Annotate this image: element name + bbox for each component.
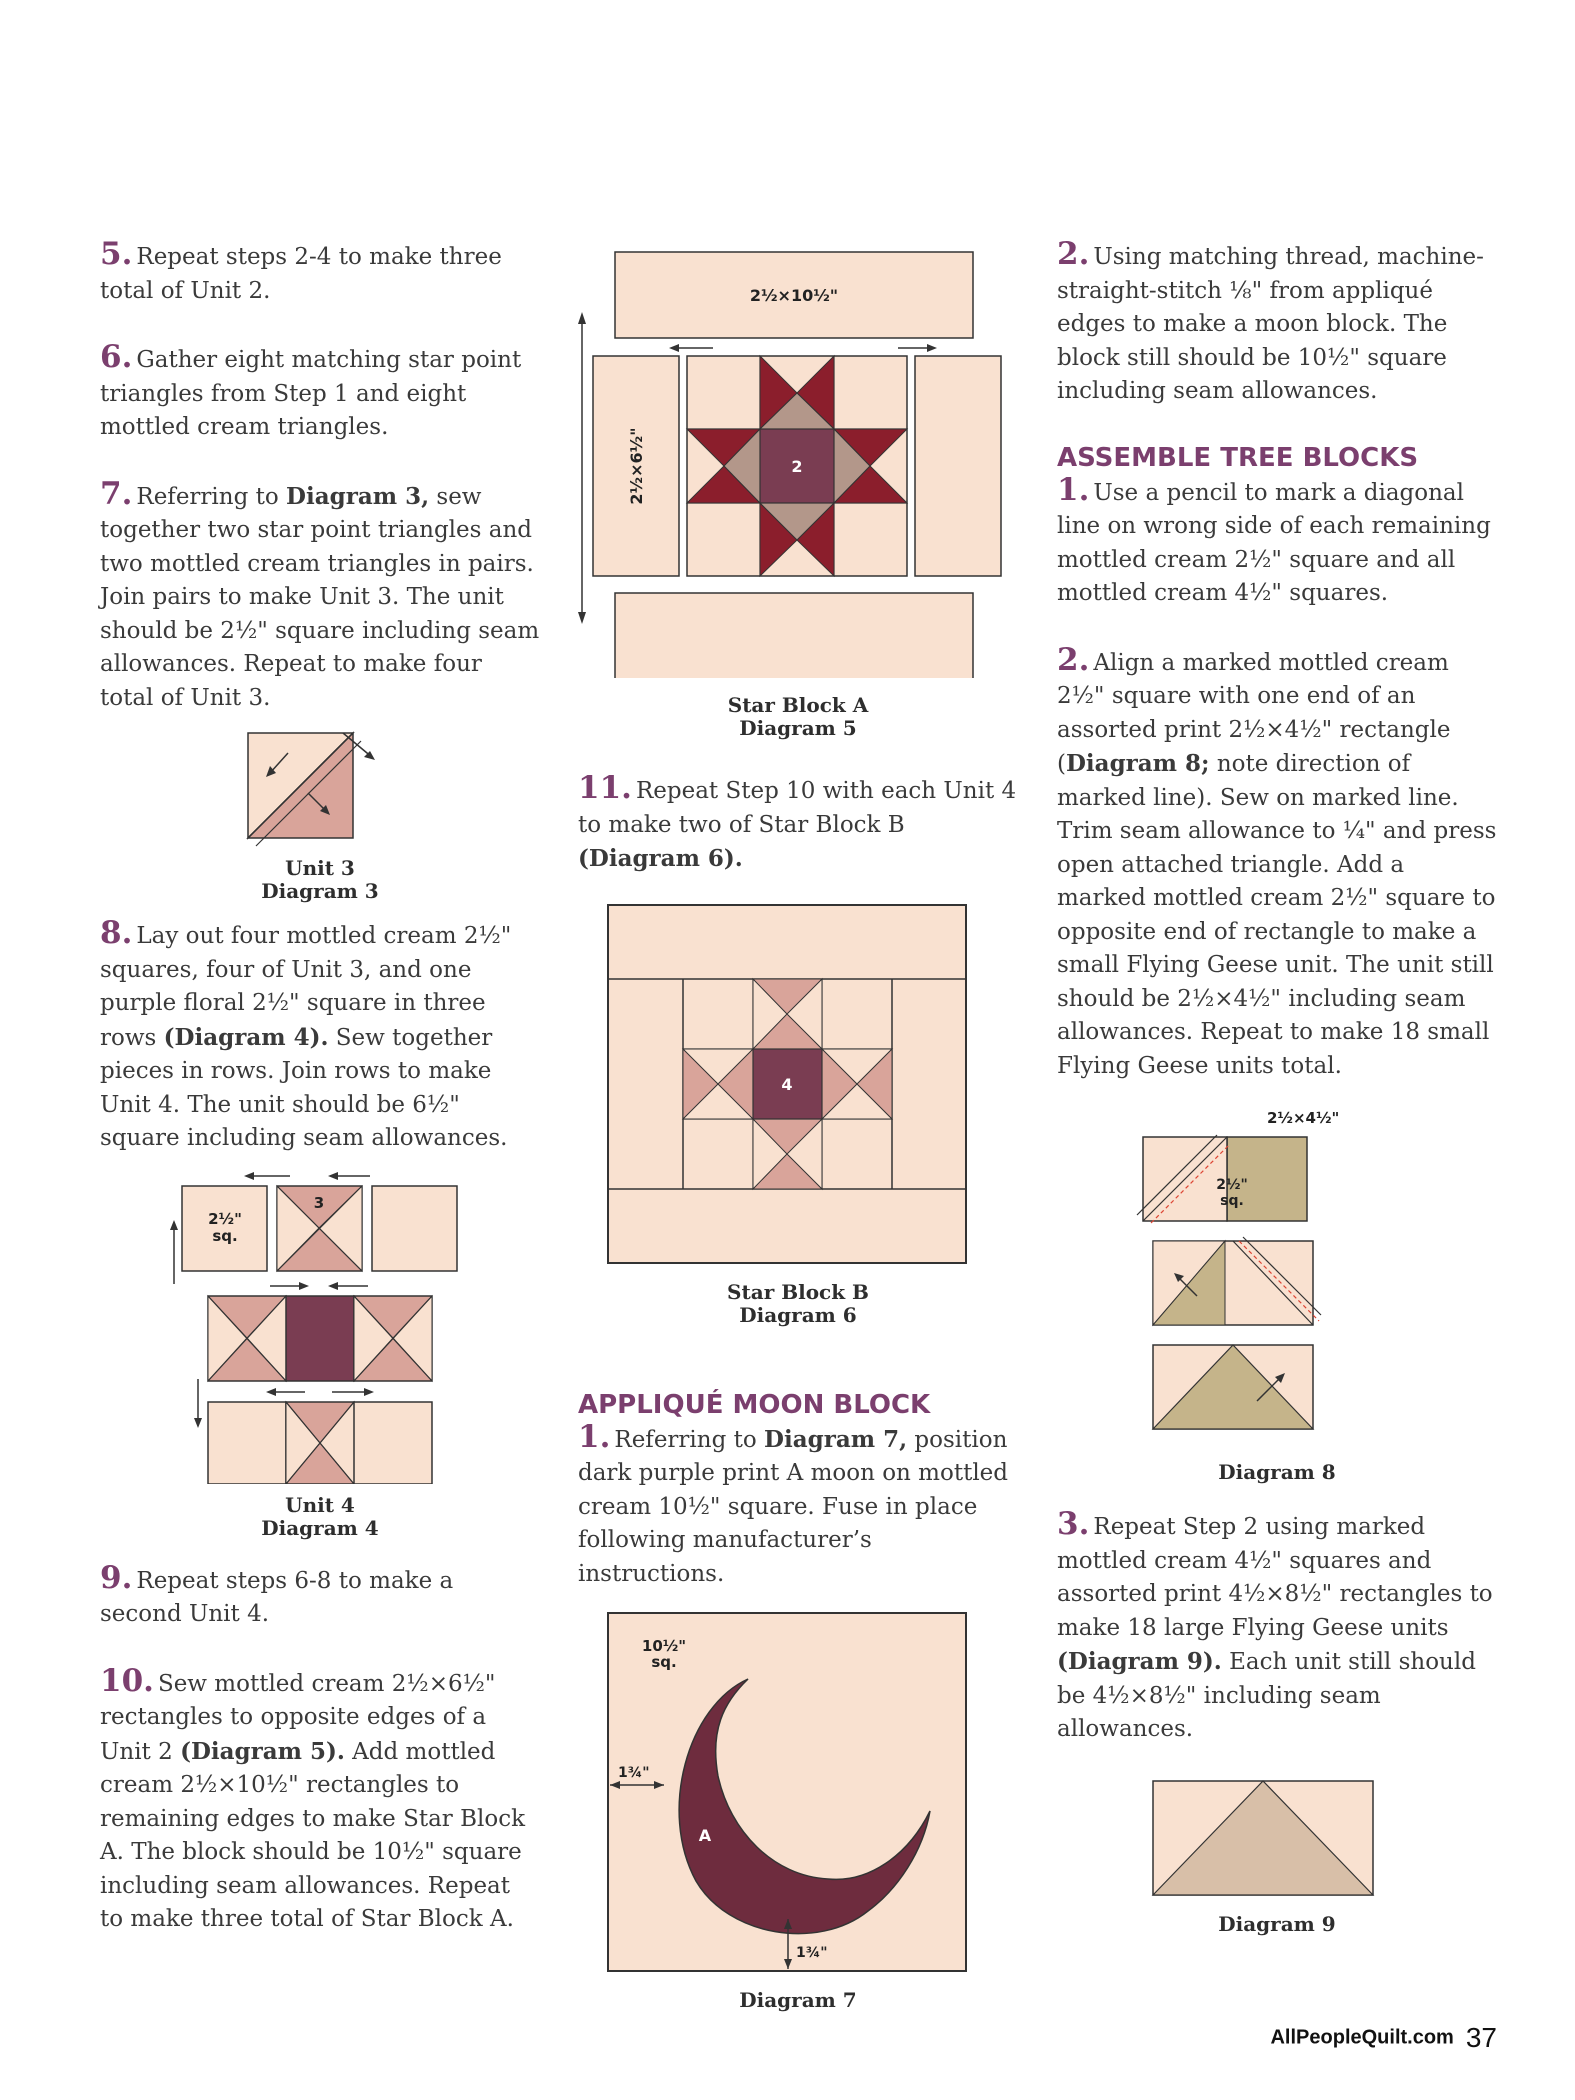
- step-10: 10. Sew mottled cream 2½×6½" rectangles to opposite edges of a Unit 2 (Diagram 5). Add mottled cream 2½×10½" rectangles to remaining edges to make Star Block A. The block should be 10½" square including seam allowances. Repeat to make three total of Star Block A.: [100, 1662, 526, 1932]
- diagram-9-illustration: [1057, 1779, 1497, 1899]
- diagram-8-caption: Diagram 8: [1218, 1460, 1336, 1484]
- diagram-8: [1057, 1111, 1497, 1484]
- diagram-3-caption-unit: Unit 3: [285, 856, 355, 880]
- section-heading-moon: APPLIQUÉ MOON BLOCK: [578, 1389, 931, 1420]
- step-tree-3: 3. Repeat Step 2 using marked mottled cream 4½" squares and assorted print 4½×8½" rectangles to make 18 large Flying Geese units (Diagram 9). Each unit still should be 4½×8½" including seam allowances.: [1057, 1506, 1493, 1742]
- page-footer: [1270, 2022, 1497, 2054]
- diagram-5-label-top: 2½×10½": [749, 286, 839, 305]
- diagram-6-caption: Diagram 6: [739, 1302, 857, 1327]
- step-11: 11. Repeat Step 10 with each Unit 4 to make two of Star Block B (Diagram 6).: [578, 770, 1017, 872]
- footer-site[interactable]: AllPeopleQuilt.com: [1270, 2026, 1454, 2049]
- page-number: 37: [1465, 2022, 1497, 2053]
- step-tree-1: 1. Use a pencil to mark a diagonal line on wrong side of each remaining mottled cream 2½" square and all mottled cream 4½" squares.: [1057, 471, 1491, 606]
- diagram-5-label-side: 2½×6½": [627, 427, 646, 505]
- step-5: 5. Repeat steps 2-4 to make three total of Unit 2.: [100, 236, 502, 304]
- diagram-7: [578, 1611, 1018, 2012]
- diagram-8-illustration: [1057, 1111, 1497, 1451]
- diagram-7-caption: Diagram 7: [739, 1988, 857, 2012]
- diagram-5-caption: Diagram 5: [739, 716, 857, 740]
- step-9: 9. Repeat steps 6-8 to make a second Unit 4.: [100, 1559, 454, 1627]
- diagram-3-illustration: [100, 723, 540, 853]
- step-moon-1: 1. Referring to Diagram 7, position dark purple print A moon on mottled cream 10½" square. Fuse in place following manufacturer’s instructions.: [578, 1418, 1009, 1587]
- diagram-7-label-bottom: 1¾": [796, 1945, 828, 1961]
- diagram-9-caption: Diagram 9: [1218, 1911, 1336, 1936]
- diagram-3: [100, 723, 540, 903]
- diagram-5-illustration: [578, 238, 1018, 678]
- diagram-6-caption-block: Star Block B: [727, 1279, 869, 1304]
- step-8: 8. Lay out four mottled cream 2½" squares, four of Unit 3, and one purple floral 2½" square in three rows (Diagram 4). Sew together pieces in rows. Join rows to make Unit 4. The unit should be 6½" square including seam allowances.: [100, 915, 512, 1151]
- diagram-9: [1057, 1779, 1497, 1936]
- column-1: [100, 238, 540, 1937]
- diagram-4-caption-unit: Unit 4: [285, 1492, 355, 1517]
- step-moon-2: 2. Using matching thread, machine-straight-stitch ⅛" from appliqué edges to make a moon block. The block still should be 10½" square including seam allowances.: [1057, 236, 1484, 404]
- column-3: [1057, 238, 1497, 1936]
- diagram-6: [578, 903, 1018, 1327]
- diagram-7-label-sq2: sq.: [651, 1653, 677, 1671]
- diagram-5-label-center: 2: [791, 457, 803, 476]
- diagram-6-label-center: 4: [781, 1074, 793, 1094]
- step-6: 6. Gather eight matching star point triangles from Step 1 and eight mottled cream triangles.: [100, 339, 522, 440]
- diagram-3-caption: Diagram 3: [261, 879, 379, 903]
- diagram-4-label-unit: 3: [313, 1193, 325, 1212]
- diagram-4-label-sq2: sq.: [212, 1226, 238, 1245]
- section-heading-tree: ASSEMBLE TREE BLOCKS: [1057, 442, 1419, 473]
- diagram-4-caption: Diagram 4: [261, 1515, 379, 1540]
- step-tree-2: 2. Align a marked mottled cream 2½" square with one end of an assorted print 2½×4½" rectangle (Diagram 8; note direction of marked line). Sew on marked line. Trim seam allowance to ¼" and press open attached triangle. Add a marked mottled cream 2½" square to opposite end of rectangle to make a small Flying Geese unit. The unit still should be 2½×4½" including seam allowances. Repeat to make 18 small Flying Geese units total.: [1057, 641, 1497, 1079]
- diagram-6-illustration: [578, 903, 1018, 1265]
- diagram-7-label-a: A: [698, 1826, 712, 1845]
- diagram-5: [578, 238, 1018, 740]
- diagram-4-illustration: [100, 1164, 540, 1484]
- column-2: [578, 238, 1018, 2012]
- diagram-4-label-sq: 2½": [208, 1209, 242, 1228]
- diagram-7-label-sq: 10½": [641, 1637, 687, 1655]
- diagram-5-caption-block: Star Block A: [727, 693, 869, 717]
- diagram-7-illustration: [578, 1611, 1018, 1973]
- diagram-8-label-sq: 2½": [1216, 1177, 1248, 1193]
- diagram-7-label-left: 1¾": [618, 1765, 650, 1781]
- diagram-4: [100, 1164, 540, 1540]
- step-7: 7. Referring to Diagram 3, sew together two star point triangles and two mottled cream triangles in pairs. Join pairs to make Unit 3. The unit should be 2½" square including seam allowances. Repeat to make four total of Unit 3.: [100, 475, 540, 711]
- diagram-8-label-rect: 2½×4½": [1267, 1111, 1340, 1127]
- diagram-8-label-sq2: sq.: [1220, 1193, 1244, 1209]
